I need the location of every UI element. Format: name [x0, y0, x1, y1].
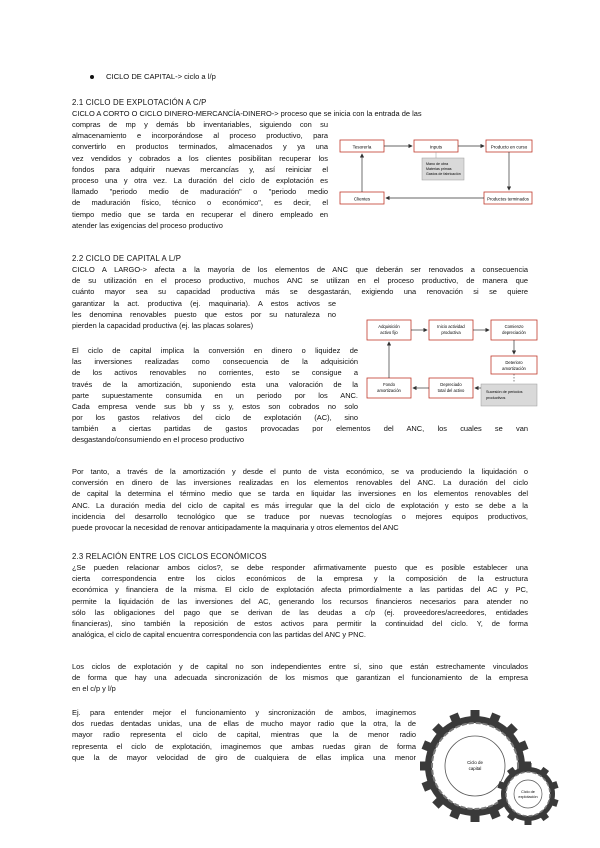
text-line: llamado "periodo medio de maduración" o "periodo medio [72, 187, 328, 197]
text-line: de su utilización en el proceso productivo, muchos ANC se utilizan en el proceso productivo, de manera que [72, 276, 528, 286]
text-line: por los gastos relativos del ciclo de explotación (AC), sino [72, 413, 358, 423]
text-line: representa el ciclo de explotación, imaginemos que ambas ruedas giran de forma [72, 741, 416, 751]
text-line: que la de mayor velocidad de giro de cualquiera de ellas implica una menor [72, 752, 416, 762]
label-comienzo-1: Comienzo [504, 324, 524, 329]
text-line: cuánto mayor sea su capacidad productiva más se desgastarán, exigiendo una renovación si se quiere [72, 287, 528, 297]
label-inicio-2: productiva [441, 330, 461, 335]
exploitation-cycle-diagram [336, 136, 536, 208]
text-line: fondos para adquirir nuevas mercancías y, así reiniciar el [72, 164, 328, 174]
text-line: través de la amortización, suponiendo esta una valoración de la [72, 379, 358, 389]
gear-tooth [525, 820, 532, 825]
gears-illustration [420, 698, 560, 838]
section-heading-2-2: 2.2 CICLO DE CAPITAL A L/P [72, 254, 182, 263]
gear-tooth [471, 815, 480, 822]
text-line: de maduración físico, técnico o económico", es decir, el [72, 198, 328, 208]
text-line: les denomina renovables puesto que estos por su naturaleza no [72, 310, 336, 320]
text-line: parte supuestamente consumida en un periodo por los ANC. [72, 390, 358, 400]
text-line: garantizar la act. productiva (ej. maquinaria). A estos activos se [72, 299, 336, 308]
text-line: puede provocar la necesidad de renovar anticipadamente la maquinaria y otros elementos del ANC [72, 523, 399, 533]
section2-tail [72, 423, 528, 445]
section2-capital-cycle [72, 345, 358, 423]
text-line: tiempo medio que se tarda en recuperar el dinero empleado en [72, 209, 328, 219]
label-productos-terminados: Productos terminados [487, 196, 529, 202]
gear-tooth [471, 710, 480, 717]
text-line: Por tanto, a través de la amortización y desde el punto de vista económico, se va produciendo la liquidación o [72, 467, 528, 476]
label-deterioro-2: amortización [502, 366, 526, 371]
small-gear-label-2: explotación [518, 795, 538, 799]
text-line: convertirlo en productos terminados, almacenados y ya una [72, 142, 328, 152]
box-sucesion [481, 384, 537, 406]
section1-paragraph [72, 119, 328, 231]
text-line: incidencia del desarrollo tecnológico que se traduce por nuevas tecnologías o mejores equipos productivos, [72, 511, 528, 521]
section-heading-2-1: 2.1 CICLO DE EXPLOTACIÓN A C/P [72, 98, 207, 107]
text-line: El ciclo de capital implica la conversión en dinero o liquidez de [72, 346, 358, 355]
big-gear-label-1: Ciclo de [467, 760, 483, 765]
text-line: las inversiones realizadas como consecuencia de la adquisición [72, 357, 358, 367]
box-deterioro [491, 356, 537, 374]
gear-tooth [420, 762, 426, 771]
bullet-item [90, 72, 216, 81]
big-gear-label-2: capital [468, 766, 482, 771]
text-line: financieras), sino también la reposición de estos activos para permitir la continuidad del ciclo. Y, de forma [72, 619, 528, 629]
text-line: de los activos renovables no corrientes, esto se consigue a [72, 368, 358, 378]
capital-cycle-diagram [365, 316, 540, 412]
text-line: compras de mp y demás bb inventariables, siguiendo con su [72, 120, 328, 129]
text-line: en el c/p y l/p [72, 684, 116, 694]
text-line: de forma que hay una adecuada sincronización de los mismos que garantizan el funcionamiento de la empresa [72, 673, 528, 683]
text-line: ANC. La duración media del ciclo de capital es más irregular que la del ciclo de explotación y esto se debe a la [72, 500, 528, 510]
bullet-dot [90, 75, 94, 79]
text-line: almacenamiento e incorporándose al proceso productivo, para [72, 131, 328, 141]
label-inputs: Inputs [429, 144, 443, 150]
small-gear-label-1: Ciclo de [521, 790, 535, 794]
text-line: Los ciclos de explotación y de capital no son independientes entre sí, sino que están estrechamente vinculados [72, 662, 528, 671]
text-line: Ej. para entender mejor el funcionamiento y sincronización de ambos, imaginemos [72, 708, 416, 717]
label-depreciado-1: Depreciado [440, 382, 462, 387]
label-producto-en-curso: Producto en curso [490, 144, 528, 150]
section-heading-2-3: 2.3 RELACIÓN ENTRE LOS CICLOS ECONÓMICOS [72, 552, 267, 561]
label-comienzo-2: depreciación [502, 330, 526, 335]
text-line: CICLO A LARGO-> afecta a la mayoría de los elementos de ANC que deberán ser renovados a consecuencia [72, 265, 528, 274]
text-line: cierta correspondencia entre los ciclos económicos de la empresa y la composición de la estructura [72, 574, 528, 584]
section1-first-line: CICLO A CORTO O CICLO DINERO-MERCANCÍA-DINERO-> proceso que se inicia con la entrada de las [72, 109, 422, 118]
note-line-3: Gastos de fabricación [426, 172, 461, 176]
text-line: conversión en dinero de las inversiones realizadas en los elementos renovables del ANC. La duración del ciclo [72, 478, 528, 488]
label-fondo-1: Fondo [383, 382, 395, 387]
section2-paragraph-2 [72, 466, 528, 533]
label-deterioro-1: Deterioro [505, 360, 523, 365]
text-line: dos ruedas dentadas unidas, una de ellas de mucho mayor radio que la otra, la de [72, 719, 416, 729]
label-adquisicion-2: activo fijo [380, 330, 398, 335]
section2-intro [72, 264, 528, 298]
label-adquisicion-1: Adquisición [378, 324, 400, 329]
note-line-2: Materias primas [426, 167, 452, 171]
text-line: sólo las obligaciones del pago que se derivan de las deudas a c/p (ej. proveedores/acreedores, entidades [72, 607, 528, 617]
text-line: pierden la capacidad productiva (ej. las placas solares) [72, 321, 254, 331]
text-line: Cada empresa vende sus bb y ss y, estos son cobrados no solo [72, 402, 358, 412]
text-line: desgastando/consumiendo en el proceso productivo [72, 435, 245, 445]
text-line: mayor radio representa el ciclo de capital, mientras que la de menor radio [72, 730, 416, 740]
section3-paragraph-3 [72, 707, 416, 763]
label-fondo-2: amortización [377, 388, 401, 393]
text-line: vez vendidos y cobrados a los clientes posibilitan recuperar los [72, 153, 328, 163]
text-line: analógica, el ciclo de capital encuentra correspondencia con las partidas del ANC y PNC. [72, 630, 366, 640]
label-tesoreria: Tesorería [352, 144, 372, 150]
section2-renewables [72, 298, 336, 332]
bullet-text: CICLO DE CAPITAL-> ciclo a l/p [106, 72, 216, 81]
section3-paragraph-2 [72, 661, 528, 695]
gear-tooth [525, 763, 532, 768]
label-sucesion-2: productivos [486, 396, 506, 400]
section3-paragraph-1 [72, 562, 528, 640]
text-line: también a ciertas partidas de gastos provocadas por elementos del ANC, los cuales se van [72, 424, 528, 433]
text-line: de capital la determina el término medio que se tarda en liquidar las inversiones en los elementos renovables del [72, 489, 528, 499]
text-line: permite la liquidación de las inversiones del AC, generando los recursos financieros necesarios para atender no [72, 596, 528, 606]
label-inicio-1: Inicio actividad [437, 324, 465, 329]
text-line: proceso una y otra vez. La duración del ciclo de explotación es [72, 176, 328, 186]
note-line-1: Mano de obra [426, 162, 449, 166]
label-sucesion-1: Sucesión de periodos [486, 390, 523, 394]
text-line: atender las exigencias del proceso productivo [72, 220, 223, 230]
text-line: ¿Se pueden relacionar ambos ciclos?, se debe responder afirmativamente puesto que es posible establecer una [72, 563, 528, 572]
label-clientes: Clientes [353, 196, 371, 202]
text-line: económica y financiera de la misma. El ciclo de explotación afecta primordialmente a las partidas del AC y PC, [72, 585, 528, 595]
label-depreciado-2: total del activo [437, 388, 465, 393]
